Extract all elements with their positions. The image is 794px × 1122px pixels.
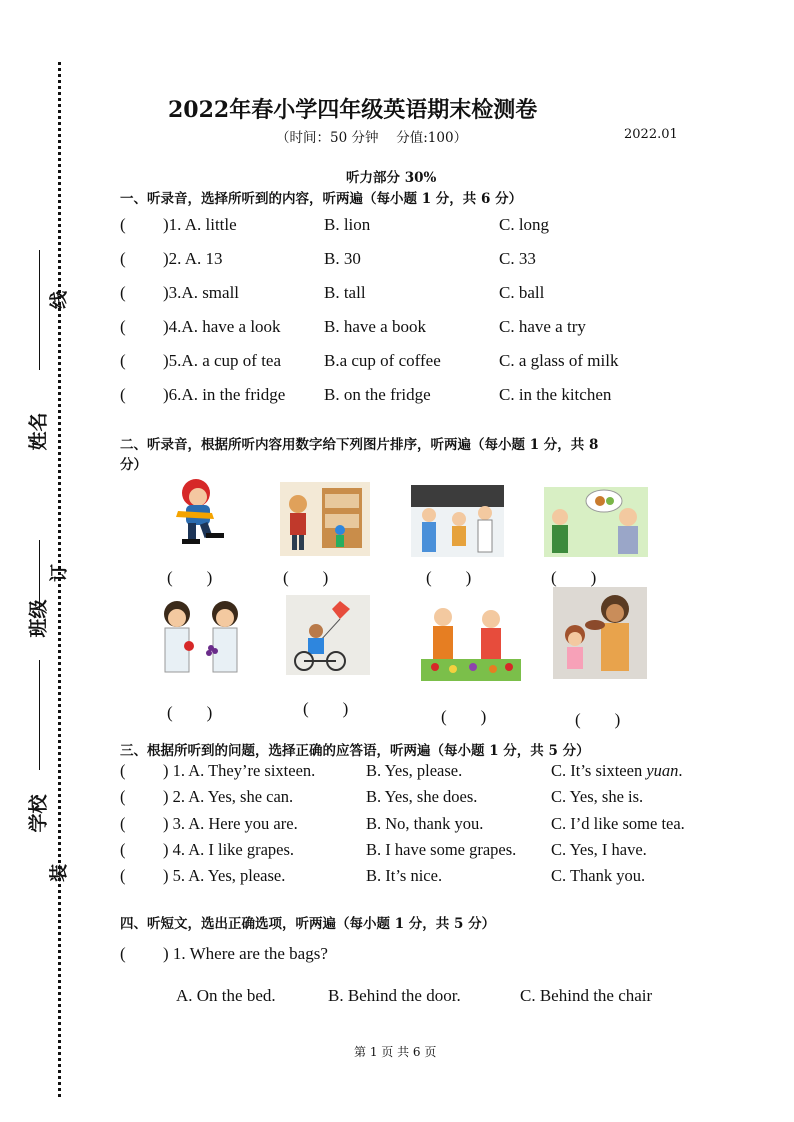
answer-paren[interactable]: ( ) xyxy=(283,568,329,587)
option-b: B. Behind the door. xyxy=(328,986,461,1005)
name-label: 姓名 xyxy=(27,412,50,451)
answer-paren[interactable]: ( xyxy=(120,814,126,833)
school-label: 学校 xyxy=(27,794,50,833)
option-c: C. have a try xyxy=(499,317,586,336)
option-c: C. It’s sixteen yuan. xyxy=(551,761,683,780)
option-c: C. Behind the chair xyxy=(520,986,653,1005)
page-number: 第 1 页 共 6 页 xyxy=(354,1045,437,1059)
section-title: 听力部分 30% xyxy=(346,170,437,186)
option-a: )4.A. have a look xyxy=(163,317,281,336)
boy-at-shelf-picture xyxy=(280,482,370,556)
option-b: B. 30 xyxy=(324,249,361,268)
page-title: 2022年春小学四年级英语期末检测卷 xyxy=(168,97,538,123)
answer-paren[interactable]: ( ) xyxy=(426,568,472,587)
answer-paren[interactable]: ( xyxy=(120,761,126,780)
food-talk-picture xyxy=(544,487,648,557)
part2-heading: 二、听录音，根据所听内容用数字给下列图片排序，听两遍（每小题 1 分，共 8 xyxy=(120,437,599,453)
option-a: ) 4. A. I like grapes. xyxy=(163,840,295,859)
option-b: B. tall xyxy=(324,283,366,302)
exam-time-score: （时间：50 分钟 分值:100） xyxy=(276,130,468,146)
option-b: B. have a book xyxy=(324,317,426,336)
class-label: 班级 xyxy=(27,599,50,638)
part4-question: ) 1. Where are the bags? xyxy=(163,944,328,963)
option-a: A. On the bed. xyxy=(176,986,276,1005)
option-c: C. 33 xyxy=(499,249,536,268)
option-b: B. I have some grapes. xyxy=(366,840,517,859)
classroom-scene-picture xyxy=(411,485,504,557)
option-c: C. Yes, she is. xyxy=(551,787,644,806)
option-c: C. in the kitchen xyxy=(499,385,612,404)
option-b: B. It’s nice. xyxy=(366,866,443,885)
option-a: ) 2. A. Yes, she can. xyxy=(163,787,294,806)
answer-paren[interactable]: ( xyxy=(120,317,126,336)
answer-paren[interactable]: ( xyxy=(120,840,126,859)
option-b: B. Yes, she does. xyxy=(366,787,478,806)
answer-paren[interactable]: ( ) xyxy=(441,707,487,726)
option-c: C. long xyxy=(499,215,550,234)
zhuang-mark: 装 xyxy=(49,864,70,882)
xian-mark: 线 xyxy=(49,291,70,309)
option-b: B.a cup of coffee xyxy=(324,351,441,370)
option-c: C. I’d like some tea. xyxy=(551,814,685,833)
option-b: B. on the fridge xyxy=(324,385,431,404)
option-b: B. Yes, please. xyxy=(366,761,463,780)
option-a: ) 5. A. Yes, please. xyxy=(163,866,286,885)
answer-paren[interactable]: ( xyxy=(120,249,126,268)
answer-paren[interactable]: ( ) xyxy=(167,568,213,587)
option-a: ) 3. A. Here you are. xyxy=(163,814,298,833)
option-a: )6.A. in the fridge xyxy=(163,385,286,404)
option-a: )2. A. 13 xyxy=(163,249,223,268)
answer-paren[interactable]: ( xyxy=(120,351,126,370)
answer-paren[interactable]: ( xyxy=(120,866,126,885)
option-a: )1. A. little xyxy=(163,215,237,234)
option-a: ) 1. A. They’re sixteen. xyxy=(163,761,316,780)
option-c: C. Thank you. xyxy=(551,866,646,885)
part4-heading: 四、听短文，选出正确选项，听两遍（每小题 1 分，共 5 分） xyxy=(120,916,496,932)
ding-mark: 订 xyxy=(49,564,70,582)
mother-cake-picture xyxy=(553,587,647,679)
name-underline xyxy=(39,250,40,370)
girls-fruit-picture xyxy=(153,596,249,678)
option-c: C. a glass of milk xyxy=(499,351,619,370)
boy-skating-picture xyxy=(168,475,238,550)
option-c: C. ball xyxy=(499,283,545,302)
option-c: C. Yes, I have. xyxy=(551,840,647,859)
school-underline xyxy=(39,660,40,770)
option-b: B. lion xyxy=(324,215,371,234)
option-a: )5.A. a cup of tea xyxy=(163,351,282,370)
answer-paren[interactable]: ( ) xyxy=(551,568,597,587)
exam-date: 2022.01 xyxy=(624,127,678,142)
answer-paren[interactable]: ( ) xyxy=(575,710,621,729)
part3-heading: 三、根据所听到的问题，选择正确的应答语，听两遍（每小题 1 分，共 5 分） xyxy=(120,743,590,759)
market-stall-picture xyxy=(419,603,523,683)
answer-paren[interactable]: ( xyxy=(120,385,126,404)
option-a: )3.A. small xyxy=(163,283,240,302)
answer-paren[interactable]: ( xyxy=(120,215,126,234)
answer-paren[interactable]: ( xyxy=(120,944,126,963)
option-b: B. No, thank you. xyxy=(366,814,484,833)
answer-paren[interactable]: ( xyxy=(120,787,126,806)
boy-bike-kite-picture xyxy=(286,595,370,675)
answer-paren[interactable]: ( xyxy=(120,283,126,302)
answer-paren[interactable]: ( ) xyxy=(303,699,349,718)
answer-paren[interactable]: ( ) xyxy=(167,703,213,722)
part1-heading: 一、听录音，选择所听到的内容，听两遍（每小题 1 分，共 6 分） xyxy=(120,191,523,207)
part2-heading-cont: 分） xyxy=(120,457,147,473)
